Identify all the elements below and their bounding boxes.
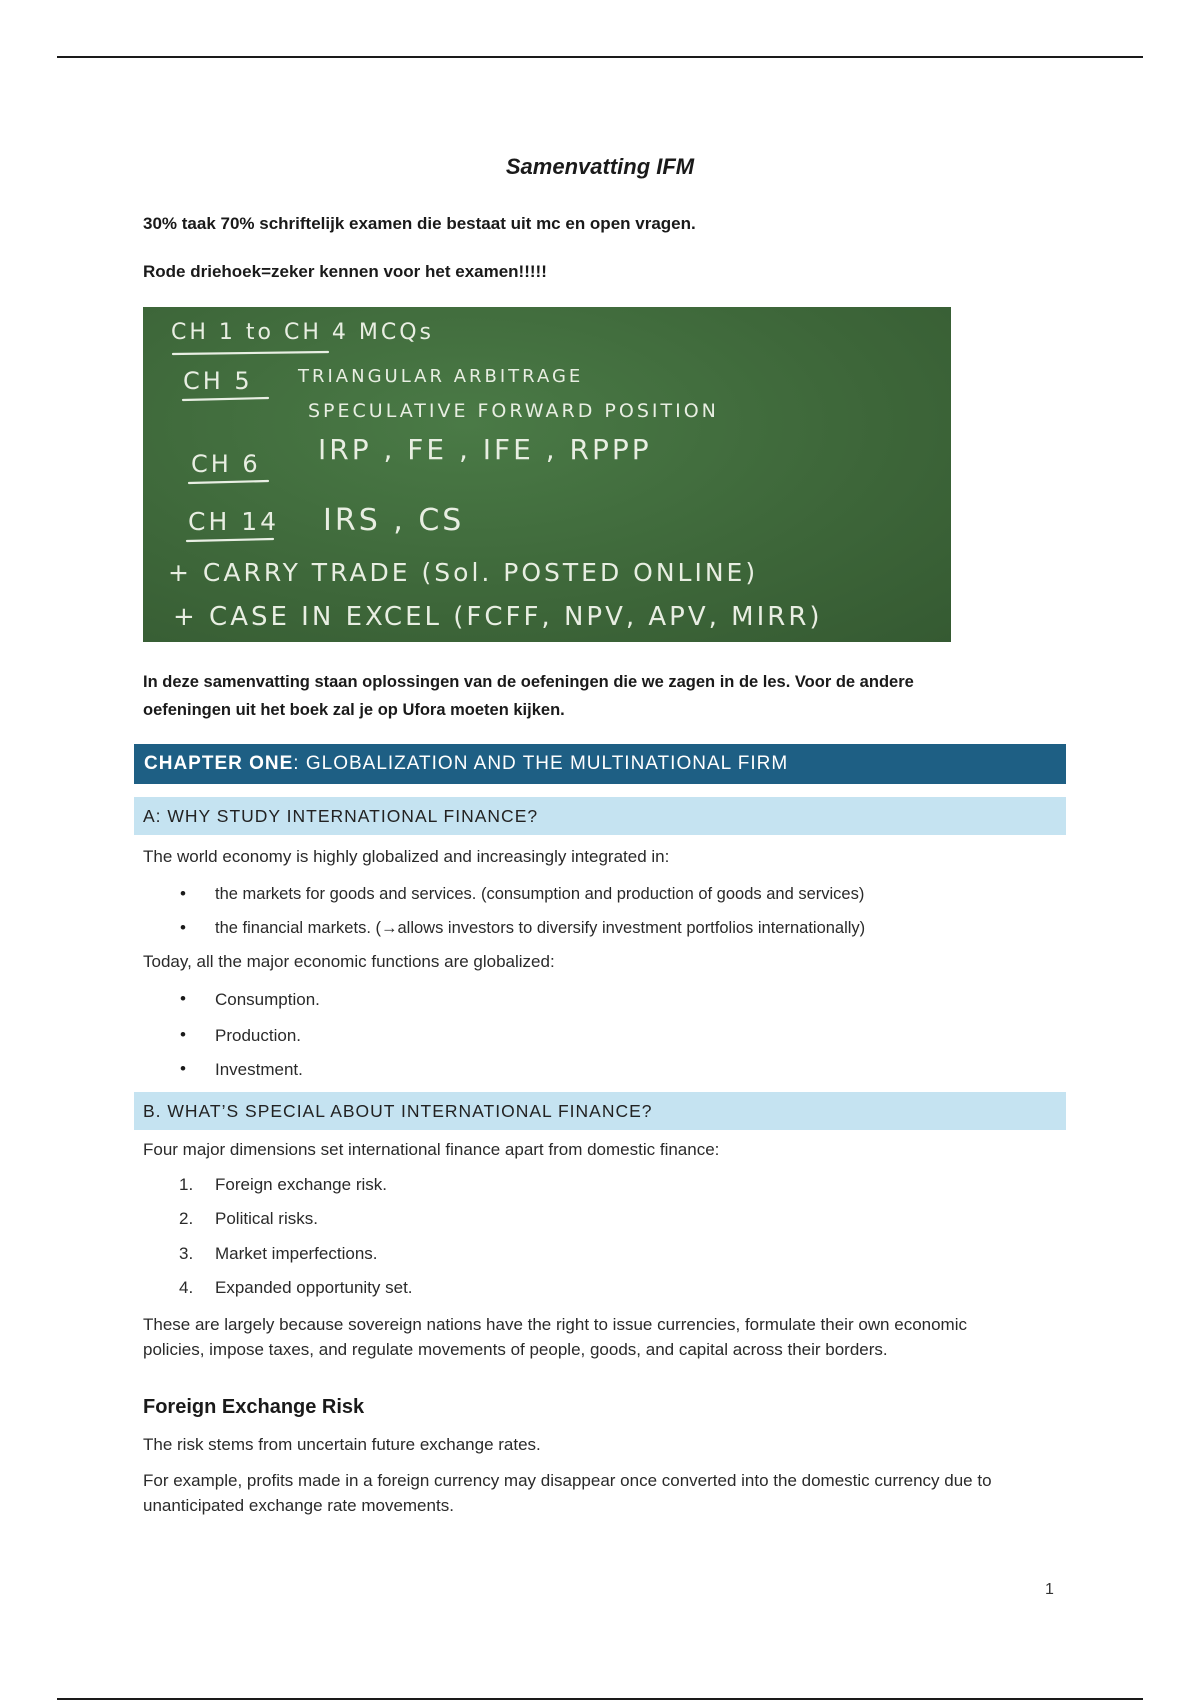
list-item: Political risks. [215,1209,318,1228]
blackboard-line: + CASE IN EXCEL (FCFF, NPV, APV, MIRR) [173,602,823,632]
list-item: Expanded opportunity set. [215,1278,413,1297]
blackboard-line: CH 6 [191,450,261,478]
chapter-title: : GLOBALIZATION AND THE MULTINATIONAL FIRM [293,753,789,774]
bullet-marker: • [180,918,186,937]
fx-risk-heading: Foreign Exchange Risk [143,1396,365,1418]
blackboard-line: SPECULATIVE FORWARD POSITION [308,400,719,422]
section-b-explanation: These are largely because sovereign nations have the right to issue currencies, formulate their own economic policies, impose taxes, and regulate movements of people, goods, and capital across their borders. [143,1315,967,1359]
blackboard-photo [143,307,951,642]
bullet-marker: • [180,1025,186,1044]
list-item: Production. [215,1026,301,1045]
functions-intro: Today, all the major economic functions are globalized: [143,952,555,971]
list-item: the markets for goods and services. (consumption and production of goods and services) [215,885,865,903]
blackboard-line: IRS , CS [323,503,465,538]
top-rule [57,56,1143,58]
section-b-intro: Four major dimensions set international finance apart from domestic finance: [143,1140,720,1159]
list-number: 3. [179,1244,194,1263]
list-item: Market imperfections. [215,1244,378,1263]
list-item: Investment. [215,1060,303,1079]
list-item: the financial markets. (→allows investors to diversify investment portfolios internationally) [215,919,866,937]
blackboard-line: + CARRY TRADE (Sol. POSTED ONLINE) [168,558,759,587]
list-number: 2. [179,1209,194,1228]
list-number: 4. [179,1278,194,1297]
fx-risk-example: For example, profits made in a foreign currency may disappear once converted into the domestic currency due to unanticipated exchange rate movements. [143,1471,992,1515]
bullet-marker: • [180,884,186,903]
section-b-heading: B. WHAT’S SPECIAL ABOUT INTERNATIONAL FINANCE? [134,1092,1066,1130]
red-triangle-note: Rode driehoek=zeker kennen voor het examen!!!!! [143,262,547,281]
list-item: Foreign exchange risk. [215,1175,387,1194]
chapter-label: CHAPTER ONE [144,753,294,774]
chapter-banner [134,744,1066,784]
fx-risk-paragraph: The risk stems from uncertain future exchange rates. [143,1435,541,1454]
blackboard-line: TRIANGULAR ARBITRAGE [298,366,584,387]
list-number: 1. [179,1175,194,1194]
page-number: 1 [1045,1581,1054,1598]
document-title: Samenvatting IFM [505,154,695,179]
exam-info: 30% taak 70% schriftelijk examen die bestaat uit mc en open vragen. [143,214,696,233]
blackboard-line: CH 14 [188,507,280,536]
bullet-marker: • [180,1059,186,1078]
intro-paragraph: In deze samenvatting staan oplossingen van de oefeningen die we zagen in de les. Voor de andere oefeningen uit het boek zal je op Ufora moeten kijken. [143,673,914,719]
blackboard-line: CH 5 [183,367,253,395]
list-item: Consumption. [215,990,320,1009]
blackboard-line: IRP , FE , IFE , RPPP [318,433,652,466]
blackboard-line: CH 1 to CH 4 MCQs [171,320,434,345]
section-a-heading: A: WHY STUDY INTERNATIONAL FINANCE? [134,797,1066,835]
bullet-marker: • [180,989,186,1008]
section-a-intro: The world economy is highly globalized and increasingly integrated in: [143,847,670,866]
